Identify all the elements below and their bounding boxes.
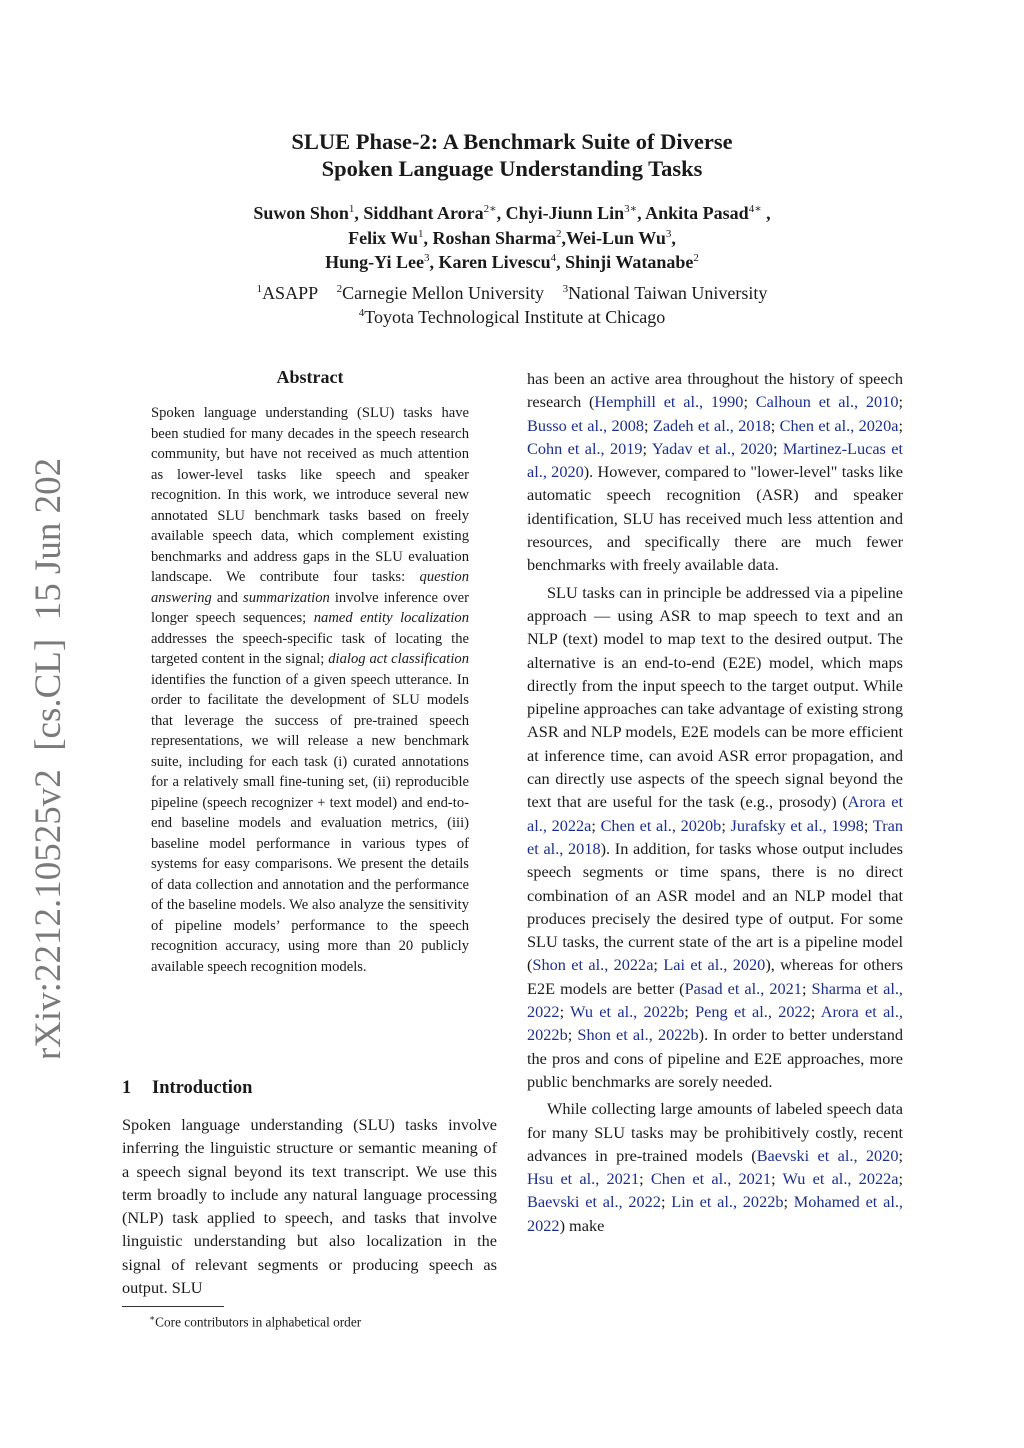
paragraph-text: ; (863, 815, 873, 835)
paragraph-text: ; (721, 815, 731, 835)
citation-link[interactable]: Baevski et al., 2020 (756, 1145, 899, 1165)
citation-link[interactable]: Chen et al., 2021 (650, 1169, 772, 1189)
citation-link[interactable]: Baevski et al., 2022 (527, 1192, 661, 1212)
right-column (527, 367, 903, 1237)
citation-link[interactable]: Hemphill et al., 1990 (594, 392, 744, 412)
citation-link[interactable]: Chen et al., 2020b (600, 815, 722, 835)
author-mark: 4∗ (748, 203, 762, 215)
author-name: Karen Livescu (438, 252, 551, 272)
arxiv-identifier-stamp (14, 458, 78, 1058)
paragraph-text: ; (684, 1002, 696, 1022)
paragraph-text: ; (898, 392, 903, 412)
right-paragraph-1 (527, 367, 903, 577)
affiliation-name: Toyota Technological Institute at Chicago (364, 307, 666, 327)
footnote-mark: ∗ (149, 1313, 156, 1323)
abstract-emphasis: named entity localization (313, 610, 469, 626)
citation-link[interactable]: Cohn et al., 2019 (527, 438, 643, 458)
paragraph-text: ; (639, 1169, 651, 1189)
citation-link[interactable]: Chen et al., 2020a (779, 415, 899, 435)
paragraph-text: ; (642, 438, 652, 458)
paragraph-text: ). In order to better understand the pros and cons of pipeline and E2E approaches, more public benchmarks are sorely needed. (527, 1025, 904, 1091)
citation-link[interactable]: Calhoun et al., 2010 (755, 392, 899, 412)
author-name: Siddhant Arora (363, 203, 484, 223)
paragraph-text: ; (898, 1169, 903, 1189)
affiliation-name: National Taiwan University (568, 283, 768, 303)
abstract-emphasis: summarization (243, 589, 330, 606)
right-paragraph-2 (527, 581, 903, 1094)
citation-link[interactable]: Arora et al., 2022b (527, 1002, 903, 1045)
author-mark: 1 (348, 203, 355, 215)
paragraph-text: While collecting large amounts of labeled speech data for many SLU tasks may be prohibitively costly, recent advances in pre-trained models ( (527, 1099, 903, 1165)
citation-link[interactable]: Arora et al., 2022a (527, 792, 903, 835)
paragraph-text: ; (772, 438, 783, 458)
section-number: 1 (122, 1078, 132, 1098)
author-name: Ankita Pasad (645, 203, 749, 223)
author-line-3: Hung-Yi Lee$^3$, Karen Livescu$^4$, Shinji Watanabe$^2$ (325, 252, 699, 272)
citation-link[interactable]: Busso et al., 2008 (527, 415, 645, 435)
author-mark: 3 (665, 228, 672, 240)
citation-link[interactable]: Shon et al., 2022a (532, 955, 654, 975)
author-name: Wei-Lun Wu (566, 228, 666, 248)
intro-left-column-text: Spoken language understanding (SLU) tasks involve inferring the linguistic structure or semantic meaning of a speech signal beyond its text transcript. We use this term broadly to include any natural language processing (NLP) task applied to speech, and tasks that involve linguistic understanding but also localization in the signal of relevant segments or producing speech as output. SLU (122, 1115, 497, 1298)
paragraph-text: ), whereas for others E2E models are better ( (527, 955, 904, 998)
right-paragraph-3 (527, 1097, 903, 1237)
footnote (149, 1313, 361, 1330)
citation-link[interactable]: Shon et al., 2022b (577, 1025, 699, 1045)
arxiv-id-text: arXiv:2212.10525v2 [cs.CL] 15 Jun 2023 (28, 458, 69, 1058)
author-line-1: Suwon Shon$^1$, Siddhant Arora$^{2∗}$, Chyi-Jiunn Lin$^{3∗}$, Ankita Pasad$^{4∗}$ , (253, 203, 771, 223)
citation-link[interactable]: Wu et al., 2022a (782, 1169, 899, 1189)
citation-link[interactable]: Peng et al., 2022 (695, 1002, 811, 1022)
author-name: Shinji Watanabe (565, 252, 694, 272)
paragraph-text: ; (653, 955, 664, 975)
paragraph-text: ; (898, 415, 903, 435)
author-mark: 1 (417, 228, 424, 240)
paper-title-line-1: SLUE Phase-2: A Benchmark Suite of Diverse (291, 129, 733, 154)
author-mark: 4 (550, 252, 557, 264)
author-name: Felix Wu (348, 228, 418, 248)
paper-title-line-2: Spoken Language Understanding Tasks (321, 156, 703, 181)
abstract-text: addresses the speech-specific task of locating the targeted content in the signal; (151, 630, 469, 667)
affiliation-mark: 3 (562, 283, 569, 295)
paragraph-text: ; (559, 1002, 571, 1022)
citation-link[interactable]: Jurafsky et al., 1998 (730, 815, 864, 835)
paragraph-text: ; (644, 415, 653, 435)
paragraph-text: ; (660, 1192, 672, 1212)
paragraph-text: ) make (559, 1215, 605, 1235)
abstract-emphasis: dialog act classification (328, 651, 469, 667)
paragraph-text: ; (898, 1145, 903, 1165)
abstract-text: and (211, 589, 244, 606)
citation-link[interactable]: Hsu et al., 2021 (527, 1169, 640, 1189)
affiliation-mark: 1 (256, 283, 263, 295)
abstract-text: identifies the function of a given speech utterance. In order to facilitate the development of SLU models that leverage the success of pre-trained speech representations, we will release a new benchmark suite, including for each task (i) curated annotations for a relatively small fine-tuning set, (ii) reproducible pipeline (speech recognizer + text model) and end-to-end baseline models and evaluation metrics, (iii) baseline model performance in various types of systems for easy comparisons. We present the details of data collection and annotation and the performance of the baseline models. We also analyze the sensitivity of pipeline models’ performance to the speech recognition accuracy, using more than 20 publicly available speech recognition models. (151, 671, 469, 975)
section-heading-introduction (122, 1078, 252, 1099)
paragraph-text: ; (567, 1025, 578, 1045)
citation-link[interactable]: Lai et al., 2020 (663, 955, 766, 975)
abstract-text: involve inference over longer speech sequences; (151, 589, 469, 626)
paragraph-text: ). However, compared to "lower-level" tasks like automatic speech recognition (ASR) and speaker identification, SLU has received much less attention and resources, and specifically there are much fewer benchmarks with freely available data. (527, 462, 903, 575)
author-mark: 2∗ (483, 203, 497, 215)
paragraph-text: ; (743, 392, 756, 412)
paragraph-text: ; (783, 1192, 794, 1212)
citation-link[interactable]: Pasad et al., 2021 (684, 978, 802, 998)
affiliation-name: Carnegie Mellon University (342, 283, 545, 303)
author-name: Suwon Shon (253, 203, 349, 223)
abstract-heading: Abstract (276, 367, 344, 387)
author-name: Roshan Sharma (432, 228, 556, 248)
citation-link[interactable]: Yadav et al., 2020 (651, 438, 773, 458)
paragraph-text: ; (771, 1169, 783, 1189)
affiliation-mark: 4 (358, 307, 365, 319)
affiliation-line-1 (140, 283, 884, 304)
citation-link[interactable]: Tran et al., 2018 (527, 815, 903, 858)
abstract-body (151, 403, 469, 977)
paragraph-text: ; (770, 415, 780, 435)
author-mark: 3 (423, 252, 430, 264)
citation-link[interactable]: Sharma et al., 2022 (527, 978, 903, 1022)
abstract-emphasis: question answering (151, 569, 469, 606)
citation-link[interactable]: Mohamed et al., 2022 (527, 1192, 903, 1235)
citation-link[interactable]: Lin et al., 2022b (671, 1192, 784, 1212)
paragraph-text: ). In addition, for tasks whose output includes speech segments or time spans, there is no direct combination of an ASR model and an NLP model that produces precisely the desired type of output. For some SLU tasks, the current state of the art is a pipeline model ( (527, 838, 904, 975)
author-mark: 2 (556, 228, 562, 240)
author-name: Chyi-Jiunn Lin (505, 203, 625, 223)
paragraph-text: ; (801, 978, 812, 998)
author-name: Hung-Yi Lee (325, 252, 424, 272)
author-mark: 2 (693, 252, 699, 264)
affiliation-name: ASAPP (262, 283, 319, 303)
author-mark: 3∗ (624, 203, 638, 215)
section-title: Introduction (152, 1078, 253, 1098)
paragraph-text: has been an active area throughout the history of speech research ( (527, 369, 903, 412)
paragraph-text: ; (591, 815, 601, 835)
abstract-text: Spoken language understanding (SLU) tasks have been studied for many decades in the speech research community, but have not received as much attention as lower-level tasks like speech and speaker recognition. In this work, we introduce several new annotated SLU benchmark tasks based on freely available speech data, which complement existing benchmarks and address gaps in the SLU evaluation landscape. We contribute four tasks: (151, 405, 469, 585)
citation-link[interactable]: Wu et al., 2022b (570, 1002, 685, 1022)
paragraph-text: ; (810, 1002, 821, 1022)
paragraph-text: SLU tasks can in principle be addressed via a pipeline approach — using ASR to map speech to text and an NLP (text) model to map text to the desired output. The alternative is an end-to-end (E2E) model, which maps directly from the input speech to the target output. While pipeline approaches can take advantage of existing strong ASR and NLP models, E2E models can be more efficient at inference time, can avoid ASR error propagation, and can directly use aspects of the speech signal beyond the text that are useful for the task (e.g., prosody) ( (527, 582, 903, 812)
citation-link[interactable]: Martinez-Lucas et al., 2020 (527, 438, 903, 482)
affiliation-line-2 (140, 307, 884, 328)
affiliation-mark: 2 (336, 283, 343, 295)
footnote-rule (122, 1306, 224, 1307)
author-line-2: Felix Wu$^1$, Roshan Sharma$^2$,Wei-Lun Wu$^3$, (348, 228, 676, 248)
footnote-text: Core contributors in alphabetical order (155, 1314, 362, 1330)
citation-link[interactable]: Zadeh et al., 2018 (652, 415, 771, 435)
